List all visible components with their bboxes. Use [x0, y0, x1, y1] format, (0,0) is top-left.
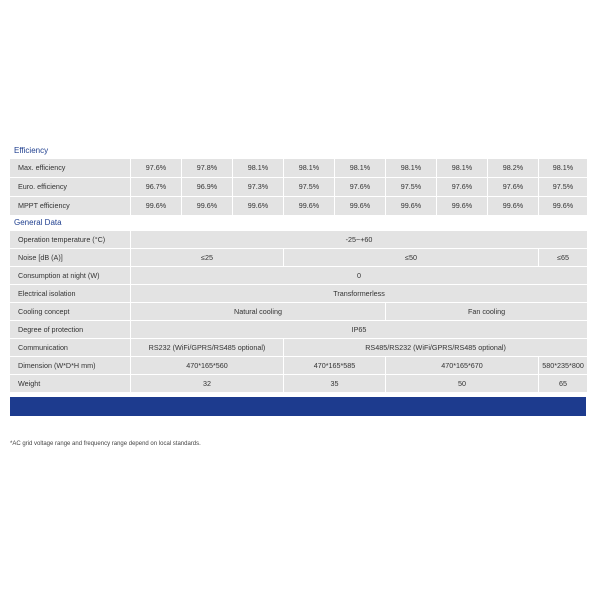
spec-sheet: [10, 144, 586, 416]
general-data-table: [9, 230, 588, 393]
row-label: MPPT efficiency: [10, 197, 130, 215]
row-label: Communication: [10, 339, 130, 356]
table-row: [10, 303, 587, 320]
noise-value: ≤65: [539, 249, 587, 266]
efficiency-value: 99.6%: [335, 197, 385, 215]
noise-value: ≤50: [284, 249, 538, 266]
efficiency-value: 97.8%: [182, 159, 232, 177]
efficiency-value: 99.6%: [437, 197, 487, 215]
table-row: [10, 357, 587, 374]
row-label: Max. efficiency: [10, 159, 130, 177]
efficiency-value: 99.6%: [539, 197, 587, 215]
dimension-value: 580*235*800: [539, 357, 587, 374]
footnote: *AC grid voltage range and frequency range depend on local standards.: [10, 441, 201, 447]
footer-band: [10, 397, 586, 416]
row-label: Weight: [10, 375, 130, 392]
weight-value: 32: [131, 375, 283, 392]
efficiency-value: 99.6%: [233, 197, 283, 215]
efficiency-value: 97.5%: [539, 178, 587, 196]
efficiency-value: 99.6%: [386, 197, 436, 215]
table-row: [10, 197, 587, 215]
efficiency-value: 98.1%: [233, 159, 283, 177]
table-row: [10, 231, 587, 248]
table-row: [10, 285, 587, 302]
efficiency-value: 97.6%: [335, 178, 385, 196]
cooling-value: Fan cooling: [386, 303, 587, 320]
efficiency-value: 98.2%: [488, 159, 538, 177]
efficiency-value: 97.5%: [386, 178, 436, 196]
efficiency-value: 97.3%: [233, 178, 283, 196]
efficiency-value: 98.1%: [284, 159, 334, 177]
table-row: [10, 178, 587, 196]
efficiency-value: 97.6%: [488, 178, 538, 196]
row-label: Degree of protection: [10, 321, 130, 338]
efficiency-value: 99.6%: [284, 197, 334, 215]
operation-temperature-value: -25~+60: [131, 231, 587, 248]
row-label: Cooling concept: [10, 303, 130, 320]
row-label: Noise [dB (A)]: [10, 249, 130, 266]
protection-value: IP65: [131, 321, 587, 338]
row-label: Dimension (W*D*H mm): [10, 357, 130, 374]
efficiency-value: 99.6%: [131, 197, 181, 215]
communication-value: RS485/RS232 (WiFi/GPRS/RS485 optional): [284, 339, 587, 356]
efficiency-value: 98.1%: [539, 159, 587, 177]
table-row: [10, 339, 587, 356]
consumption-value: 0: [131, 267, 587, 284]
efficiency-value: 99.6%: [182, 197, 232, 215]
weight-value: 65: [539, 375, 587, 392]
communication-value: RS232 (WiFi/GPRS/RS485 optional): [131, 339, 283, 356]
dimension-value: 470*165*585: [284, 357, 385, 374]
row-label: Electrical isolation: [10, 285, 130, 302]
table-row: [10, 159, 587, 177]
dimension-value: 470*165*560: [131, 357, 283, 374]
dimension-value: 470*165*670: [386, 357, 538, 374]
row-label: Operation temperature (°C): [10, 231, 130, 248]
table-row: [10, 321, 587, 338]
efficiency-value: 98.1%: [386, 159, 436, 177]
weight-value: 35: [284, 375, 385, 392]
weight-value: 50: [386, 375, 538, 392]
efficiency-value: 96.7%: [131, 178, 181, 196]
cooling-value: Natural cooling: [131, 303, 385, 320]
table-row: [10, 249, 587, 266]
efficiency-value: 98.1%: [335, 159, 385, 177]
general-section-title: General Data: [14, 218, 62, 227]
efficiency-table: [9, 158, 588, 216]
efficiency-value: 97.6%: [437, 178, 487, 196]
efficiency-section-title: Efficiency: [14, 146, 49, 155]
efficiency-value: 97.5%: [284, 178, 334, 196]
efficiency-value: 97.6%: [131, 159, 181, 177]
efficiency-value: 96.9%: [182, 178, 232, 196]
efficiency-value: 98.1%: [437, 159, 487, 177]
noise-value: ≤25: [131, 249, 283, 266]
table-row: [10, 267, 587, 284]
row-label: Consumption at night (W): [10, 267, 130, 284]
row-label: Euro. efficiency: [10, 178, 130, 196]
efficiency-value: 99.6%: [488, 197, 538, 215]
table-row: [10, 375, 587, 392]
isolation-value: Transformerless: [131, 285, 587, 302]
